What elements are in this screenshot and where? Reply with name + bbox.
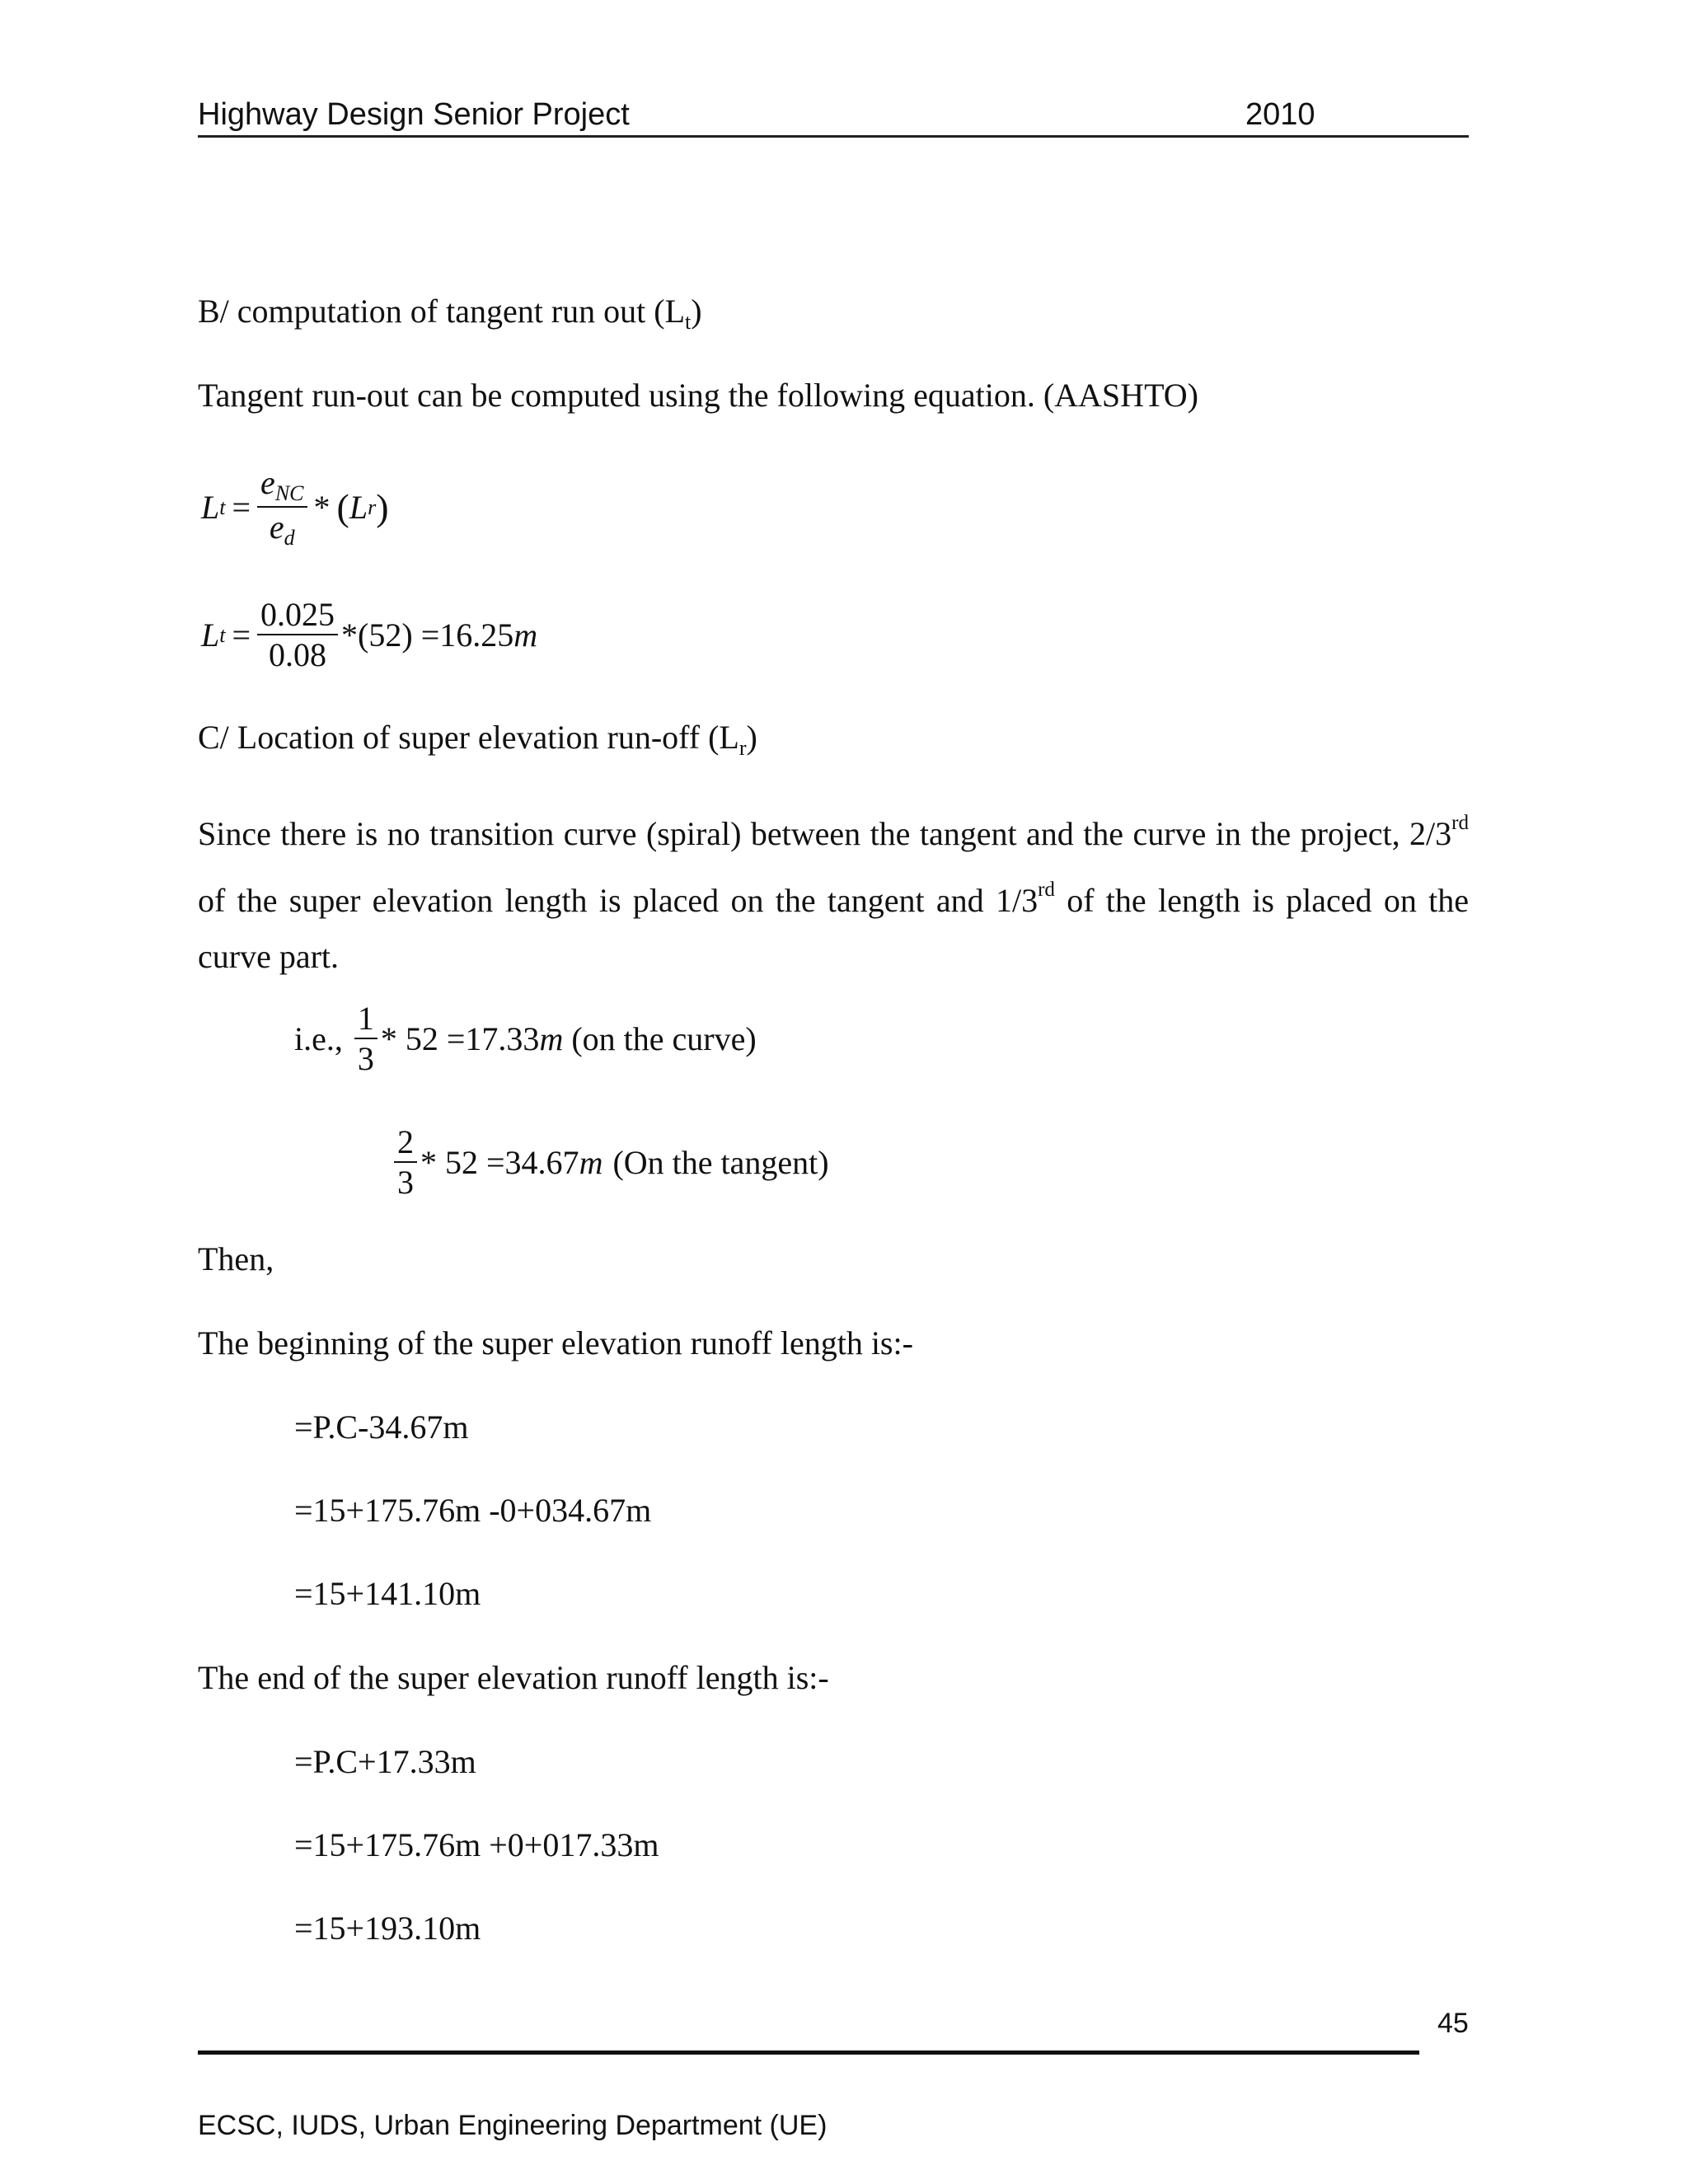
then-text: Then,: [198, 1240, 274, 1277]
tangent-portion-calculation: $\frac{2}{3}$ * 52 =34.67 m (On the tangent): [394, 1125, 829, 1200]
tangent-runout-calculation: L t = $\frac{0.025}{0.08}$ *(52) =16.25 m: [201, 596, 538, 673]
beginning-runoff-line: =15+141.10m: [294, 1575, 481, 1612]
curve-portion-calculation: i.e., $\frac{1}{3}$ * 52 =17.33 m (on the curve): [294, 1000, 757, 1077]
section-c-paragraph: Since there is no transition curve (spiral) between the tangent and the curve in the project, 2/3rd of the super elevation length is placed on the tangent and 1/3rd of the length is placed on the curve part.: [198, 812, 1469, 975]
tangent-runout-formula: L t = $\frac{e_{NC}}{e_d}$ * ( L r ): [201, 464, 389, 551]
section-c-heading: C/ Location of super elevation run-off $(L_r)$: [198, 719, 757, 760]
footer-text: ECSC, IUDS, Urban Engineering Department (UE): [198, 2110, 828, 2141]
section-b-intro: Tangent run-out can be computed using the following equation. (AASHTO): [198, 377, 1198, 414]
beginning-runoff-line: =P.C-34.67m: [294, 1408, 469, 1446]
two-thirds-fraction: $\frac{2}{3}$: [394, 1125, 417, 1200]
section-b-heading: B/ computation of tangent run out $(L_t)$: [198, 293, 702, 334]
beginning-runoff-line: =15+175.76m -0+034.67m: [294, 1492, 652, 1529]
calculation-fraction: $\frac{0.025}{0.08}$: [257, 598, 338, 673]
running-header-year: 2010: [1245, 97, 1315, 132]
footer-divider: [198, 2050, 1419, 2055]
beginning-runoff-intro: The beginning of the super elevation runoff length is:-: [198, 1324, 913, 1361]
end-runoff-line: =P.C+17.33m: [294, 1743, 476, 1780]
end-runoff-line: =15+193.10m: [294, 1910, 481, 1947]
one-third-fraction: $\frac{1}{3}$: [354, 1001, 377, 1076]
end-runoff-line: =15+175.76m +0+017.33m: [294, 1826, 659, 1863]
formula-fraction: $\frac{e_{NC}}{e_d}$: [257, 466, 307, 550]
running-header-title: Highway Design Senior Project: [198, 97, 630, 132]
header-divider: [198, 135, 1469, 138]
end-runoff-intro: The end of the super elevation runoff length is:-: [198, 1659, 829, 1696]
page-number: 45: [1437, 2008, 1469, 2039]
